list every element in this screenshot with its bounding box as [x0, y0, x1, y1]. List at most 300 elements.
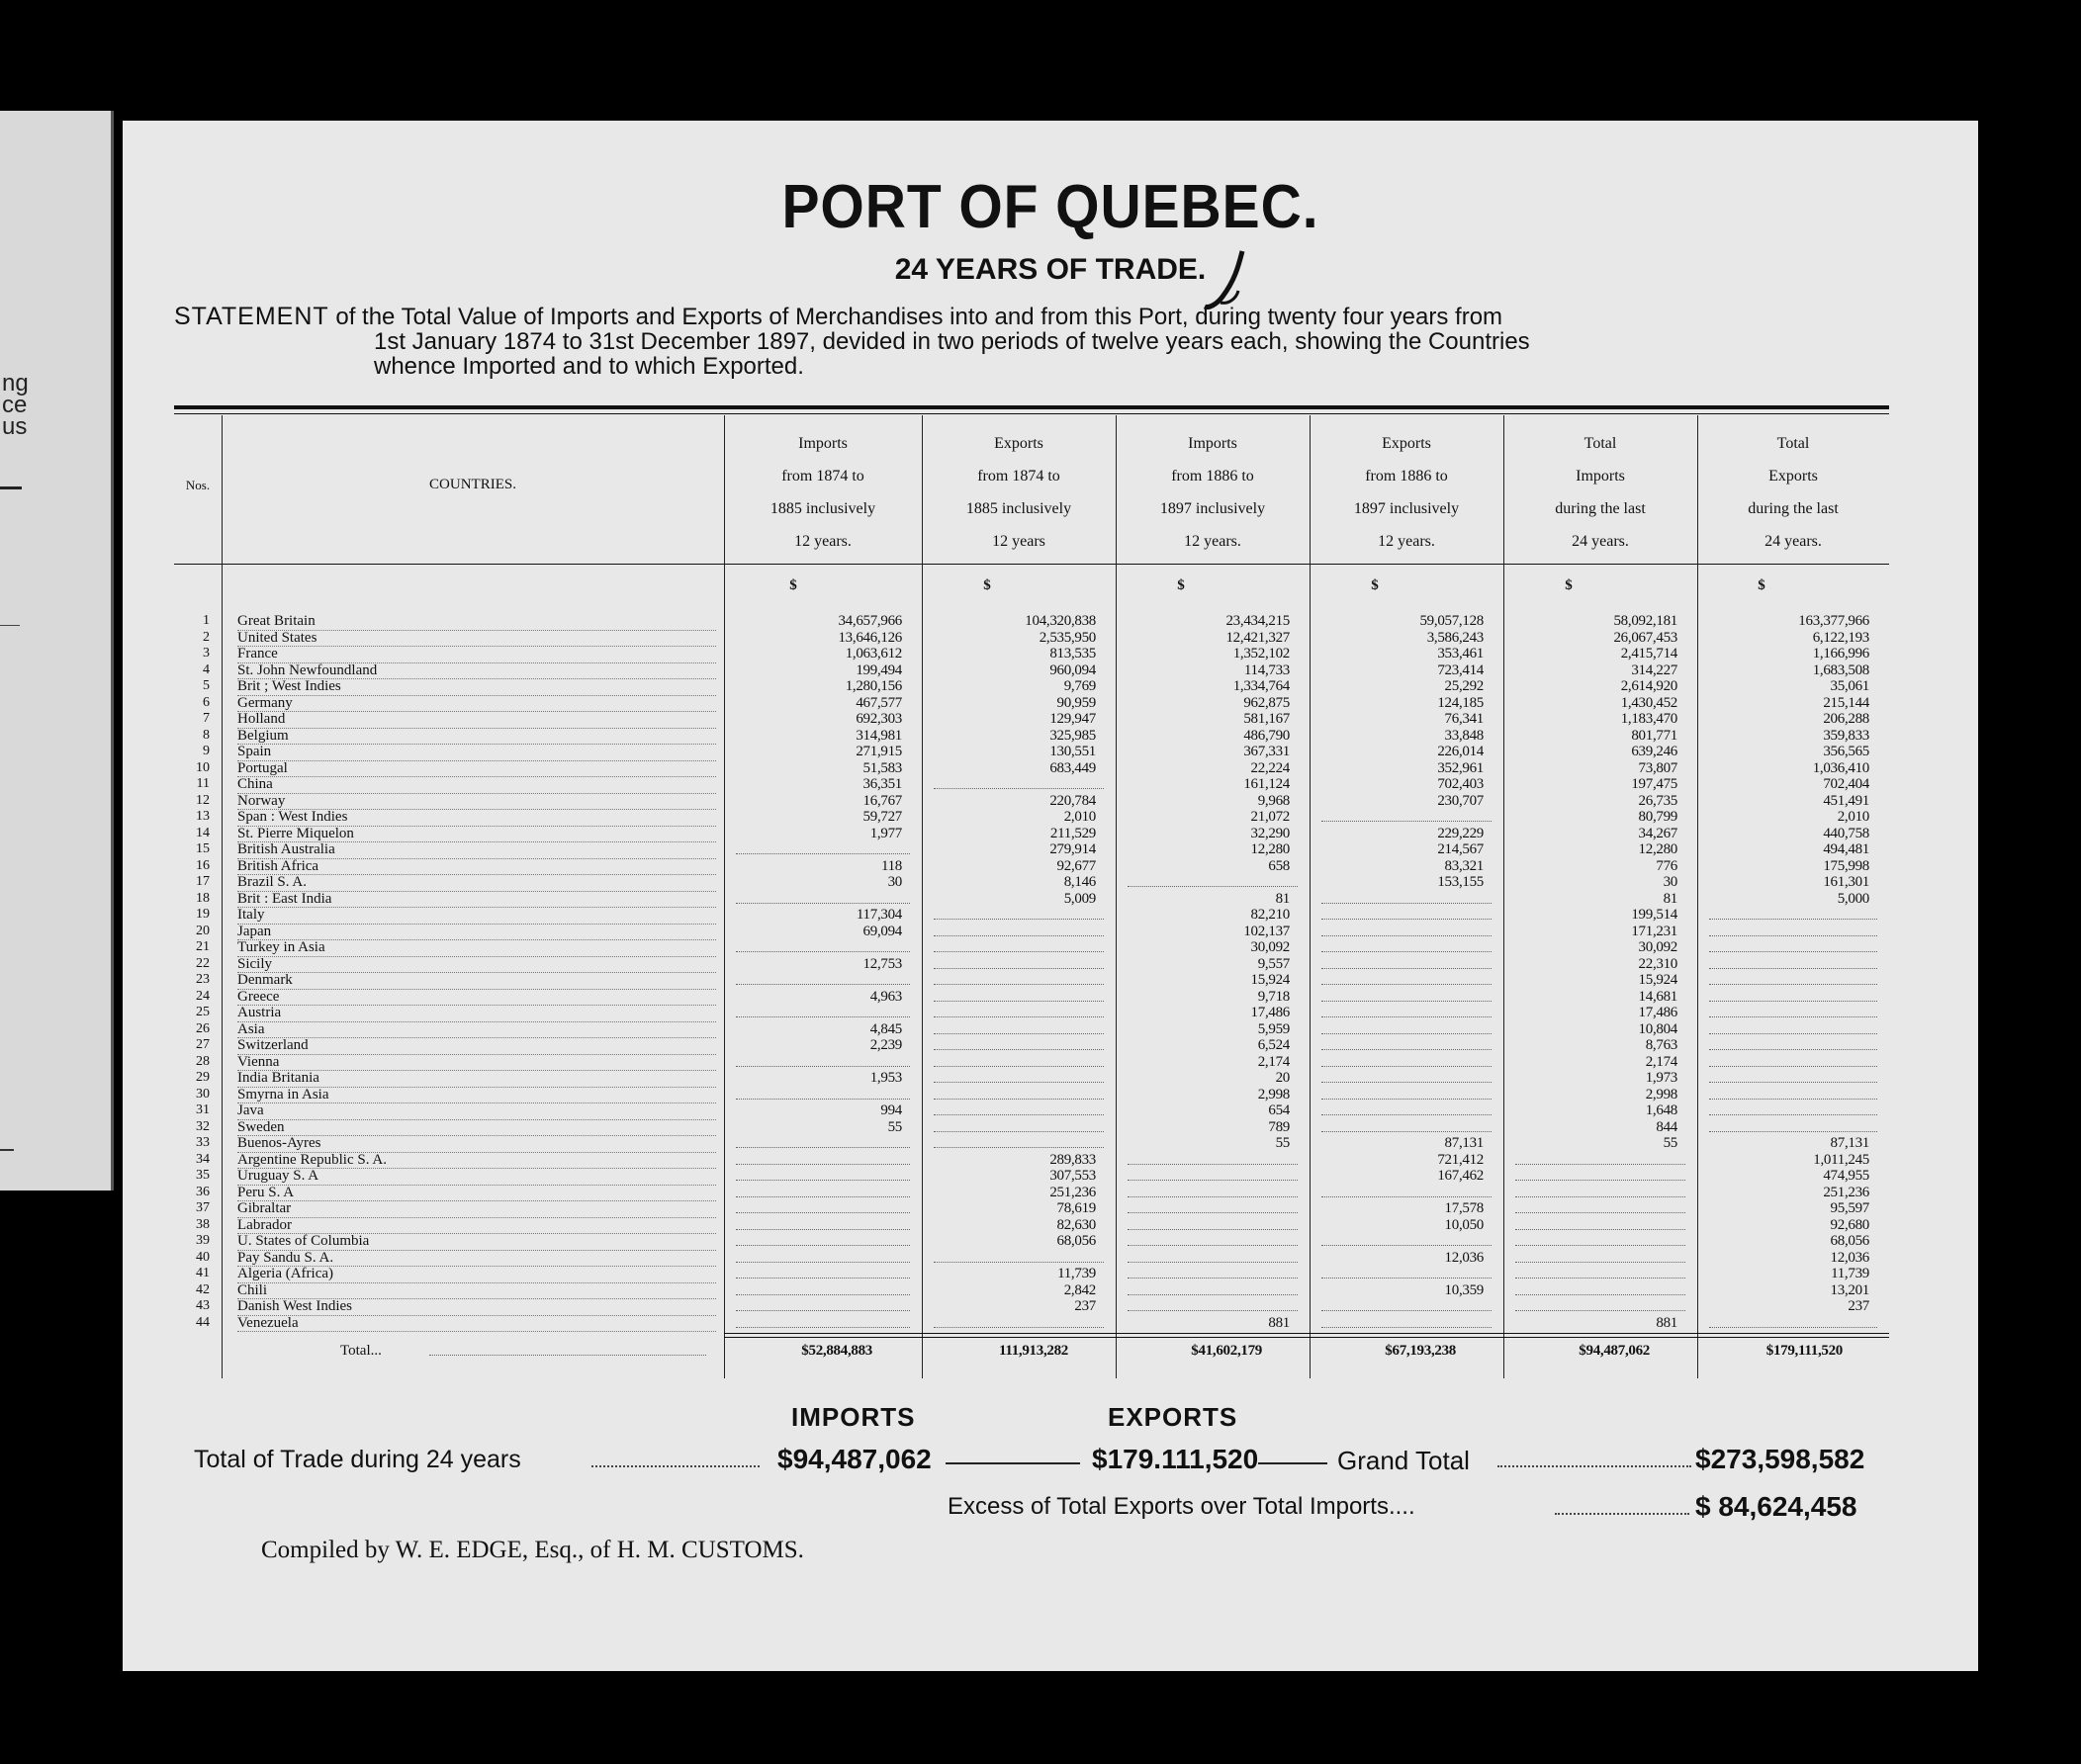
country-name: India Britania	[237, 1070, 716, 1088]
table-cell: 124,185	[1437, 694, 1484, 711]
header-countries: COUNTRIES.	[429, 477, 516, 492]
table-cell: 215,144	[1823, 694, 1869, 711]
country-name: Spain	[237, 744, 716, 761]
column-header-line: Total	[1583, 435, 1617, 452]
statement-lead: STATEMENT	[174, 303, 329, 330]
empty-cell-dots	[736, 1146, 910, 1148]
empty-cell-dots	[1515, 1195, 1685, 1197]
table-cell: 87,131	[1444, 1135, 1484, 1151]
empty-cell-dots	[1128, 1163, 1298, 1165]
column-header-line: Imports	[1576, 468, 1625, 485]
table-cell: 25,292	[1444, 678, 1484, 694]
statement-line: 1st January 1874 to 31st December 1897, devided in two periods of twelve years each, showing the Countries	[374, 328, 1530, 355]
empty-cell-dots	[1128, 1195, 1298, 1197]
country-name: Asia	[237, 1021, 716, 1039]
table-cell: 129,947	[1049, 711, 1096, 727]
table-cell: 130,551	[1049, 744, 1096, 759]
table-cell: 314,981	[856, 727, 902, 744]
table-cell: 206,288	[1823, 711, 1869, 727]
row-number: 9	[203, 744, 210, 758]
empty-cell-dots	[1321, 1326, 1492, 1328]
table-cell: 2,239	[869, 1037, 902, 1053]
table-cell: 359,833	[1823, 727, 1869, 744]
adjacent-page-strip	[0, 111, 114, 1191]
table-cell: 352,961	[1437, 759, 1484, 776]
row-number: 35	[196, 1168, 210, 1183]
empty-cell-dots	[1321, 918, 1492, 920]
empty-cell-dots	[1321, 950, 1492, 952]
country-name: China	[237, 776, 716, 794]
table-cell: 4,845	[869, 1020, 902, 1037]
table-cell: 9,769	[1063, 678, 1096, 694]
row-number: 18	[196, 890, 210, 906]
table-cell: 3,586,243	[1426, 629, 1484, 646]
table-cell: 658	[1268, 857, 1290, 874]
empty-cell-dots	[1709, 1000, 1877, 1002]
empty-cell-dots	[1321, 820, 1492, 822]
table-cell: 881	[1656, 1314, 1677, 1331]
table-cell: 1,430,452	[1620, 694, 1677, 711]
empty-cell-dots	[934, 1015, 1104, 1017]
adjacent-page-fragment: us	[2, 413, 28, 440]
row-number: 33	[196, 1135, 210, 1150]
table-cell: 440,758	[1823, 825, 1869, 841]
table-cell: 2,174	[1257, 1053, 1290, 1070]
leader-dots	[591, 1455, 760, 1467]
country-name: British Africa	[237, 858, 716, 876]
table-cell: 55	[1663, 1135, 1677, 1151]
table-cell: 26,735	[1638, 792, 1677, 809]
row-number: 26	[196, 1020, 210, 1036]
leader-dots	[429, 1355, 706, 1356]
table-cell: 960,094	[1049, 662, 1096, 678]
empty-cell-dots	[1709, 918, 1877, 920]
table-cell: 14,681	[1638, 988, 1677, 1005]
table-cell: 153,155	[1437, 874, 1484, 890]
table-cell: 2,174	[1645, 1053, 1677, 1070]
currency-symbol: $	[1371, 577, 1379, 593]
empty-cell-dots	[1321, 1032, 1492, 1034]
adjacent-page-fragment: ng	[2, 370, 29, 397]
country-name: Chili	[237, 1282, 716, 1300]
table-cell: 702,404	[1823, 776, 1869, 792]
country-name: U. States of Columbia	[237, 1233, 716, 1251]
table-cell: 1,334,764	[1232, 678, 1290, 694]
country-name: Smyrna in Asia	[237, 1087, 716, 1104]
country-name: Switzerland	[237, 1037, 716, 1055]
table-cell: 23,434,215	[1225, 613, 1290, 629]
row-number: 7	[203, 711, 210, 726]
table-cell: 251,236	[1823, 1184, 1869, 1200]
table-cell: 80,799	[1638, 809, 1677, 825]
column-header-line: 1897 inclusively	[1353, 500, 1460, 517]
table-cell: 1,036,410	[1812, 759, 1869, 776]
empty-cell-dots	[1515, 1261, 1685, 1263]
table-cell: 723,414	[1437, 662, 1484, 678]
table-cell: 87,131	[1830, 1135, 1869, 1151]
row-number: 16	[196, 857, 210, 873]
table-cell: 226,014	[1437, 744, 1484, 759]
row-number: 11	[196, 776, 210, 791]
table-cell: 6,524	[1257, 1037, 1290, 1053]
row-number: 30	[196, 1086, 210, 1102]
exports-total-value: $179.111,520	[1092, 1444, 1259, 1474]
empty-cell-dots	[736, 1163, 910, 1165]
empty-cell-dots	[736, 1244, 910, 1246]
country-name: Norway	[237, 793, 716, 811]
empty-cell-dots	[1128, 1309, 1298, 1311]
country-name: Uruguay S. A	[237, 1168, 716, 1186]
table-cell: 90,959	[1056, 694, 1096, 711]
table-cell: 1,183,470	[1620, 711, 1677, 727]
empty-cell-dots	[934, 918, 1104, 920]
table-cell: 2,010	[1063, 809, 1096, 825]
table-cell: 26,067,453	[1613, 629, 1677, 646]
empty-cell-dots	[1515, 1277, 1685, 1279]
table-cell: 199,514	[1631, 907, 1677, 923]
country-name: Austria	[237, 1005, 716, 1022]
table-cell: 494,481	[1823, 841, 1869, 857]
table-cell: 2,010	[1837, 809, 1869, 825]
table-cell: 59,727	[862, 809, 902, 825]
table-cell: 237	[1848, 1298, 1869, 1314]
table-cell: 1,683,508	[1812, 662, 1869, 678]
statement-line: of the Total Value of Imports and Exports of Merchandises into and from this Port, during twenty four years from	[335, 304, 1503, 330]
country-name: Labrador	[237, 1217, 716, 1235]
row-number: 25	[196, 1005, 210, 1019]
empty-cell-dots	[1321, 1277, 1492, 1279]
country-name: Brit ; West Indies	[237, 678, 716, 696]
table-cell: 683,449	[1049, 759, 1096, 776]
leader-dots	[1555, 1503, 1689, 1515]
country-name: British Australia	[237, 841, 716, 859]
total-cell: $41,602,179	[1191, 1343, 1262, 1359]
country-name: Sweden	[237, 1119, 716, 1137]
table-cell: 881	[1268, 1314, 1290, 1331]
total-rule	[724, 1337, 1889, 1338]
currency-symbol: $	[983, 577, 991, 593]
table-cell: 1,011,245	[1813, 1151, 1869, 1168]
table-cell: 171,231	[1631, 923, 1677, 939]
column-header-line: 24 years.	[1572, 533, 1629, 550]
table-cell: 776	[1656, 857, 1677, 874]
table-cell: 5,009	[1063, 890, 1096, 907]
country-name: Turkey in Asia	[237, 939, 716, 957]
empty-cell-dots	[1515, 1228, 1685, 1230]
empty-cell-dots	[1321, 967, 1492, 969]
table-cell: 451,491	[1823, 792, 1869, 809]
table-cell: 2,535,950	[1039, 629, 1096, 646]
country-name: Portugal	[237, 760, 716, 778]
table-cell: 271,915	[856, 744, 902, 759]
row-number: 15	[196, 841, 210, 856]
table-cell: 15,924	[1638, 972, 1677, 988]
column-divider	[222, 415, 223, 1378]
table-cell: 1,953	[869, 1070, 902, 1086]
table-cell: 721,412	[1437, 1151, 1484, 1168]
header-bottom-rule	[174, 564, 1889, 565]
table-cell: 229,229	[1437, 825, 1484, 841]
column-header-line: Exports	[1768, 468, 1818, 485]
row-number: 37	[196, 1200, 210, 1215]
table-cell: 994	[880, 1102, 902, 1118]
row-number: 4	[203, 662, 210, 677]
country-name: Brazil S. A.	[237, 874, 716, 892]
column-header-line: 1885 inclusively	[965, 500, 1072, 517]
table-cell: 12,280	[1250, 841, 1290, 857]
empty-cell-dots	[736, 1326, 910, 1328]
column-header-line: during the last	[1555, 500, 1646, 517]
empty-cell-dots	[1709, 1065, 1877, 1067]
country-name: Gibraltar	[237, 1200, 716, 1218]
empty-cell-dots	[1709, 1326, 1877, 1328]
table-cell: 175,998	[1823, 857, 1869, 874]
country-name: Vienna	[237, 1054, 716, 1072]
empty-cell-dots	[1128, 1179, 1298, 1181]
empty-cell-dots	[1321, 1195, 1492, 1197]
table-cell: 1,977	[869, 825, 902, 841]
empty-cell-dots	[1128, 1228, 1298, 1230]
empty-cell-dots	[1709, 967, 1877, 969]
column-header-line: 12 years.	[1378, 533, 1435, 550]
column-header-line: from 1874 to	[781, 468, 864, 485]
table-cell: 197,475	[1631, 776, 1677, 792]
empty-cell-dots	[1709, 1081, 1877, 1083]
total-label: Total...	[340, 1343, 382, 1359]
table-cell: 102,137	[1243, 923, 1290, 939]
exports-heading: EXPORTS	[1108, 1402, 1238, 1432]
column-divider	[724, 415, 725, 1378]
empty-cell-dots	[736, 983, 910, 985]
table-cell: 199,494	[856, 662, 902, 678]
table-cell: 2,415,714	[1620, 646, 1677, 662]
table-cell: 486,790	[1243, 727, 1290, 744]
empty-cell-dots	[934, 787, 1104, 789]
empty-cell-dots	[1321, 1065, 1492, 1067]
empty-cell-dots	[1709, 1130, 1877, 1132]
table-cell: 1,166,996	[1812, 646, 1869, 662]
table-cell: 1,352,102	[1232, 646, 1290, 662]
country-name: Buenos-Ayres	[237, 1135, 716, 1153]
empty-cell-dots	[1321, 902, 1492, 904]
empty-cell-dots	[934, 1065, 1104, 1067]
row-number: 29	[196, 1070, 210, 1085]
table-cell: 1,063,612	[845, 646, 902, 662]
table-cell: 30,092	[1638, 939, 1677, 955]
empty-cell-dots	[1321, 934, 1492, 936]
total-rule	[724, 1333, 1889, 1334]
empty-cell-dots	[736, 1261, 910, 1263]
column-header-line: during the last	[1748, 500, 1839, 517]
empty-cell-dots	[1515, 1244, 1685, 1246]
table-cell: 356,565	[1823, 744, 1869, 759]
table-cell: 13,201	[1830, 1281, 1869, 1298]
adjacent-page-fragment: ce	[2, 392, 28, 418]
row-number: 21	[196, 939, 210, 954]
empty-cell-dots	[736, 1293, 910, 1295]
table-cell: 237	[1074, 1298, 1096, 1314]
trade-total-label: Total of Trade during 24 years	[194, 1446, 521, 1473]
row-number: 43	[196, 1298, 210, 1313]
country-name: Sicily	[237, 956, 716, 974]
country-name: Belgium	[237, 728, 716, 746]
empty-cell-dots	[736, 1195, 910, 1197]
table-cell: 95,597	[1830, 1200, 1869, 1216]
table-cell: 161,124	[1243, 776, 1290, 792]
table-cell: 6,122,193	[1812, 629, 1869, 646]
empty-cell-dots	[934, 1000, 1104, 1002]
table-cell: 12,280	[1638, 841, 1677, 857]
total-cell: 111,913,282	[998, 1343, 1068, 1359]
row-number: 42	[196, 1281, 210, 1297]
table-cell: 11,739	[1831, 1266, 1869, 1281]
table-cell: 10,804	[1638, 1020, 1677, 1037]
empty-cell-dots	[736, 1179, 910, 1181]
table-cell: 68,056	[1056, 1233, 1096, 1249]
table-cell: 114,733	[1243, 662, 1290, 678]
country-name: Brit : East India	[237, 891, 716, 909]
country-name: St. Pierre Miquelon	[237, 826, 716, 843]
grand-total-label: Grand Total	[1337, 1446, 1470, 1475]
table-cell: 16,767	[862, 792, 902, 809]
table-top-rule	[174, 405, 1889, 409]
table-cell: 17,486	[1250, 1005, 1290, 1020]
table-cell: 76,341	[1444, 711, 1484, 727]
table-cell: 82,630	[1056, 1216, 1096, 1233]
empty-cell-dots	[934, 1261, 1104, 1263]
column-header-line: Total	[1776, 435, 1810, 452]
table-cell: 59,057,128	[1419, 613, 1484, 629]
empty-cell-dots	[934, 934, 1104, 936]
table-cell: 12,036	[1830, 1249, 1869, 1266]
table-cell: 581,167	[1243, 711, 1290, 727]
empty-cell-dots	[1321, 1048, 1492, 1050]
currency-symbol: $	[789, 577, 797, 593]
country-name: Span : West Indies	[237, 809, 716, 827]
empty-cell-dots	[1709, 934, 1877, 936]
row-number: 28	[196, 1053, 210, 1069]
imports-heading: IMPORTS	[791, 1402, 916, 1432]
empty-cell-dots	[736, 852, 910, 854]
empty-cell-dots	[736, 1211, 910, 1213]
empty-cell-dots	[1515, 1211, 1685, 1213]
table-cell: 17,578	[1444, 1200, 1484, 1216]
table-cell: 69,094	[862, 923, 902, 939]
statement-line: whence Imported and to which Exported.	[374, 353, 804, 380]
table-cell: 801,771	[1631, 727, 1677, 744]
column-header-line: from 1886 to	[1365, 468, 1448, 485]
row-number: 22	[196, 955, 210, 971]
empty-cell-dots	[736, 902, 910, 904]
empty-cell-dots	[934, 1146, 1104, 1148]
empty-cell-dots	[736, 1228, 910, 1230]
table-cell: 30,092	[1250, 939, 1290, 955]
empty-cell-dots	[934, 1048, 1104, 1050]
empty-cell-dots	[1321, 1130, 1492, 1132]
row-number: 32	[196, 1118, 210, 1134]
column-header-line: 12 years	[992, 533, 1045, 550]
column-header-line: 12 years.	[794, 533, 852, 550]
empty-cell-dots	[1321, 983, 1492, 985]
statement-paragraph	[174, 305, 1889, 379]
row-number: 2	[203, 629, 210, 645]
empty-cell-dots	[1321, 1113, 1492, 1115]
table-cell: 2,842	[1063, 1281, 1096, 1298]
empty-cell-dots	[736, 1098, 910, 1100]
table-cell: 73,807	[1638, 759, 1677, 776]
table-cell: 104,320,838	[1025, 613, 1096, 629]
row-number: 40	[196, 1249, 210, 1265]
table-cell: 22,224	[1250, 759, 1290, 776]
empty-cell-dots	[1128, 1244, 1298, 1246]
row-number: 23	[196, 972, 210, 987]
empty-cell-dots	[1128, 1277, 1298, 1279]
table-cell: 55	[1275, 1135, 1290, 1151]
row-number: 6	[203, 694, 210, 710]
table-cell: 82,210	[1250, 907, 1290, 923]
row-number: 36	[196, 1184, 210, 1199]
table-cell: 251,236	[1049, 1184, 1096, 1200]
empty-cell-dots	[1709, 950, 1877, 952]
empty-cell-dots	[1709, 1015, 1877, 1017]
leader-dots	[1497, 1455, 1691, 1467]
table-cell: 789	[1268, 1118, 1290, 1135]
empty-cell-dots	[1321, 1309, 1492, 1311]
row-number: 19	[196, 907, 210, 922]
imports-total-value: $94,487,062	[777, 1444, 932, 1474]
header-nos: Nos.	[185, 478, 211, 492]
column-header-line: from 1886 to	[1171, 468, 1254, 485]
row-number: 34	[196, 1151, 210, 1167]
table-cell: 12,753	[862, 955, 902, 972]
table-top-rule	[174, 413, 1889, 414]
table-cell: 8,146	[1063, 874, 1096, 890]
country-name: Argentine Republic S. A.	[237, 1152, 716, 1170]
table-cell: 844	[1656, 1118, 1677, 1135]
country-name: Japan	[237, 924, 716, 941]
empty-cell-dots	[736, 1277, 910, 1279]
empty-cell-dots	[1515, 1163, 1685, 1165]
row-number: 41	[196, 1266, 210, 1280]
row-number: 39	[196, 1233, 210, 1248]
total-cell: $67,193,238	[1385, 1343, 1456, 1359]
table-cell: 10,359	[1444, 1281, 1484, 1298]
column-header-line: Exports	[994, 435, 1043, 452]
empty-cell-dots	[736, 1065, 910, 1067]
table-cell: 5,000	[1837, 890, 1869, 907]
total-cell: $179,111,520	[1765, 1343, 1843, 1359]
currency-symbol: $	[1758, 577, 1765, 593]
row-number: 3	[203, 646, 210, 661]
table-cell: 167,462	[1437, 1168, 1484, 1184]
table-cell: 35,061	[1830, 678, 1869, 694]
page-title: PORT OF QUEBEC.	[781, 173, 1319, 241]
country-name: Italy	[237, 907, 716, 925]
empty-cell-dots	[1709, 1113, 1877, 1115]
column-header-line: Imports	[798, 435, 848, 452]
empty-cell-dots	[1321, 1015, 1492, 1017]
column-header-line: 1885 inclusively	[769, 500, 876, 517]
table-cell: 81	[1663, 890, 1677, 907]
row-number: 8	[203, 727, 210, 743]
empty-cell-dots	[1128, 885, 1298, 887]
table-cell: 12,421,327	[1225, 629, 1290, 646]
table-cell: 367,331	[1243, 744, 1290, 759]
empty-cell-dots	[934, 1081, 1104, 1083]
row-number: 44	[196, 1314, 210, 1330]
connector-line	[1258, 1462, 1327, 1464]
page-subtitle: 24 YEARS OF TRADE.	[894, 253, 1207, 286]
